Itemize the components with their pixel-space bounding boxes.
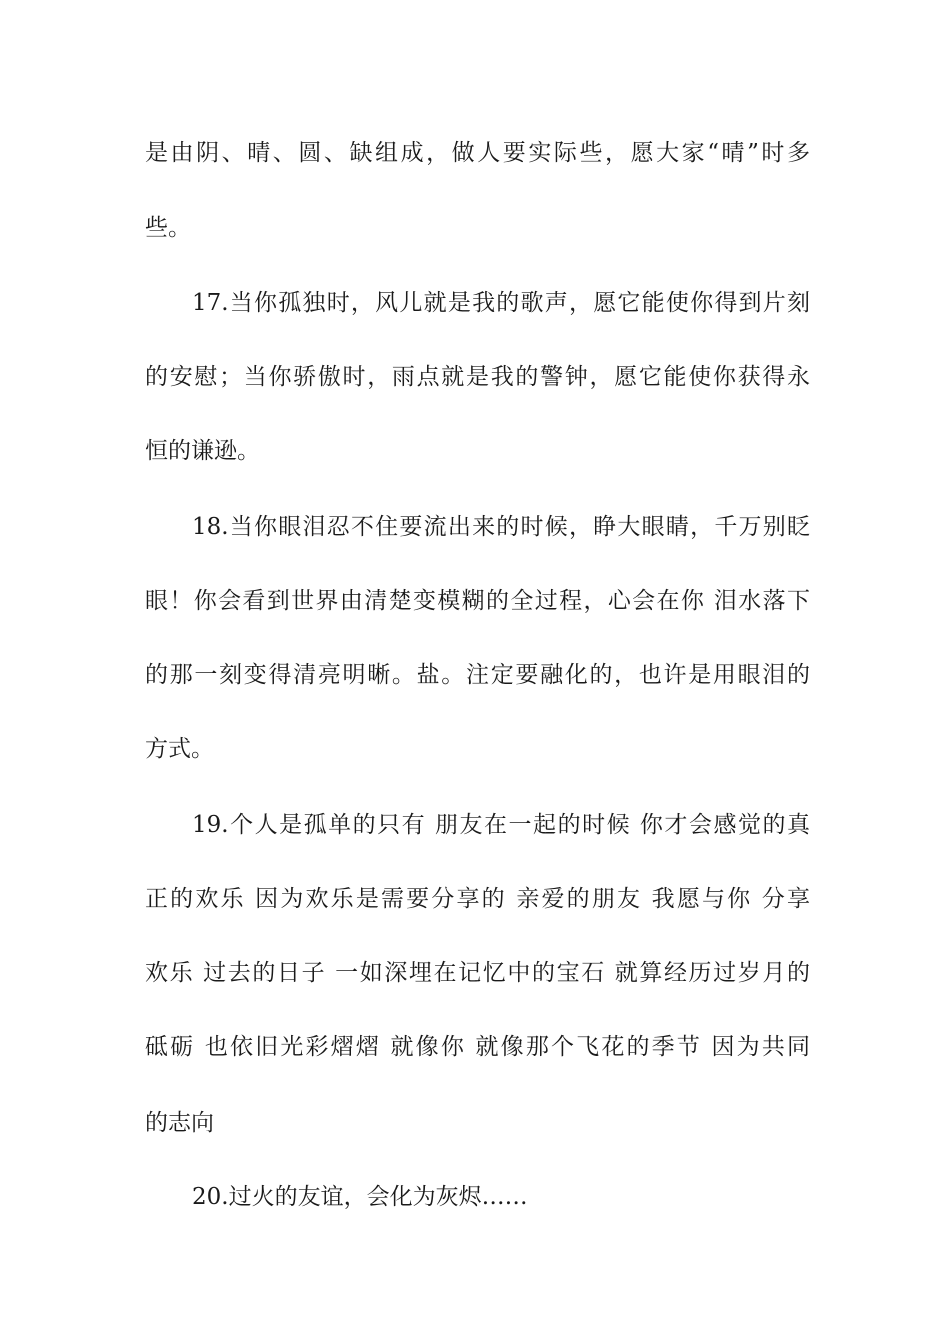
- p17-line-2: 的安慰；当你骄傲时，雨点就是我的警钟，愿它能使你获得永: [145, 364, 810, 390]
- p19-line-2: 正的欢乐 因为欢乐是需要分享的 亲爱的朋友 我愿与你 分享: [145, 886, 810, 912]
- p18-line-2: 眼！你会看到世界由清楚变模糊的全过程，心会在你 泪水落下: [145, 588, 810, 614]
- p17-line-1: 17.当你孤独时，风儿就是我的歌声，愿它能使你得到片刻: [192, 290, 810, 316]
- p16-line-1: 是由阴、晴、圆、缺组成，做人要实际些，愿大家“晴”时多: [145, 140, 810, 166]
- p19-line-5: 的志向: [145, 1110, 214, 1136]
- p18-line-4: 方式。: [145, 736, 214, 762]
- p19-line-4: 砥砺 也依旧光彩熠熠 就像你 就像那个飞花的季节 因为共同: [145, 1034, 810, 1060]
- p18-line-1: 18.当你眼泪忍不住要流出来的时候，睁大眼睛，千万别眨: [192, 514, 810, 540]
- p16-line-2: 些。: [145, 215, 191, 241]
- p20-line-1: 20.过火的友谊，会化为灰烬……: [192, 1184, 528, 1210]
- p19-line-3: 欢乐 过去的日子 一如深埋在记忆中的宝石 就算经历过岁月的: [145, 960, 810, 986]
- p18-line-3: 的那一刻变得清亮明晰。盐。注定要融化的，也许是用眼泪的: [145, 662, 810, 688]
- p19-line-1: 19.个人是孤单的只有 朋友在一起的时候 你才会感觉的真: [192, 812, 810, 838]
- p17-line-3: 恒的谦逊。: [145, 438, 260, 464]
